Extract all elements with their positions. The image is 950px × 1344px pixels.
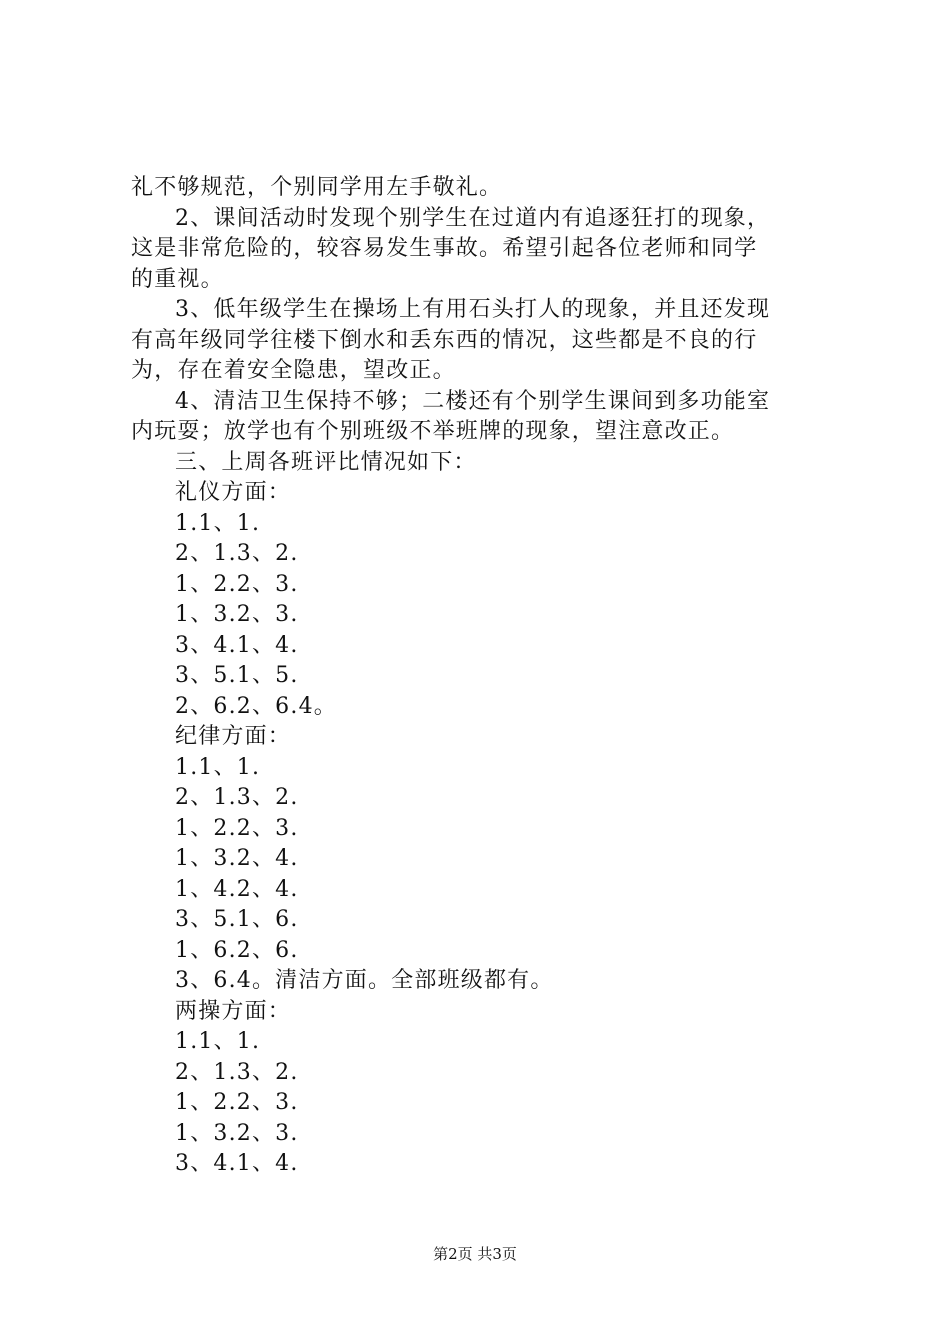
text-line: 1.1、1. <box>175 1029 261 1054</box>
text-line: 内玩耍；放学也有个别班级不举班牌的现象，望注意改正。 <box>131 419 735 444</box>
text-line: 有高年级同学往楼下倒水和丢东西的情况，这些都是不良的行 <box>131 327 758 353</box>
text-line: 1、2.2、3. <box>175 571 299 597</box>
text-line: 2、1.3、2. <box>175 541 299 566</box>
document-body <box>131 173 831 1180</box>
text-line: 1、3.2、3. <box>175 1120 299 1146</box>
text-line: 1.1、1. <box>175 754 261 780</box>
text-line: 1、6.2、6. <box>175 937 299 963</box>
text-line: 2、1.3、2. <box>175 1059 299 1085</box>
text-line: 2、6.2、6.4。 <box>175 693 337 719</box>
text-line: 纪律方面： <box>175 724 292 749</box>
text-line: 为，存在着安全隐患，望改正。 <box>131 358 456 383</box>
text-line: 1、3.2、4. <box>175 846 299 871</box>
text-line: 3、4.1、4. <box>175 632 299 658</box>
text-line: 这是非常危险的，较容易发生事故。希望引起各位老师和同学 <box>131 236 758 261</box>
text-line: 3、6.4。清洁方面。全部班级都有。 <box>175 968 554 993</box>
text-line: 1、2.2、3. <box>175 815 299 841</box>
text-line: 3、5.1、5. <box>175 663 299 688</box>
text-line: 3、5.1、6. <box>175 907 299 932</box>
text-line: 3、低年级学生在操场上有用石头打人的现象，并且还发现 <box>175 297 771 322</box>
text-line: 三、上周各班评比情况如下： <box>175 449 477 475</box>
text-line: 礼不够规范，个别同学用左手敬礼。 <box>131 175 503 200</box>
text-line: 1、2.2、3. <box>175 1090 299 1115</box>
text-line: 2、1.3、2. <box>175 785 299 810</box>
page-footer: 第2页 共3页 <box>433 1245 517 1263</box>
text-line: 礼仪方面： <box>175 480 292 505</box>
text-line: 4、清洁卫生保持不够；二楼还有个别学生课间到多功能室 <box>175 388 771 414</box>
text-line: 1、3.2、3. <box>175 602 299 627</box>
text-line: 1、4.2、4. <box>175 876 299 902</box>
text-line: 的重视。 <box>131 266 224 292</box>
text-line: 1.1、1. <box>175 510 261 536</box>
text-line: 两操方面： <box>175 998 292 1024</box>
text-line: 2、课间活动时发现个别学生在过道内有追逐狂打的现象， <box>175 205 771 231</box>
text-line: 3、4.1、4. <box>175 1151 299 1176</box>
